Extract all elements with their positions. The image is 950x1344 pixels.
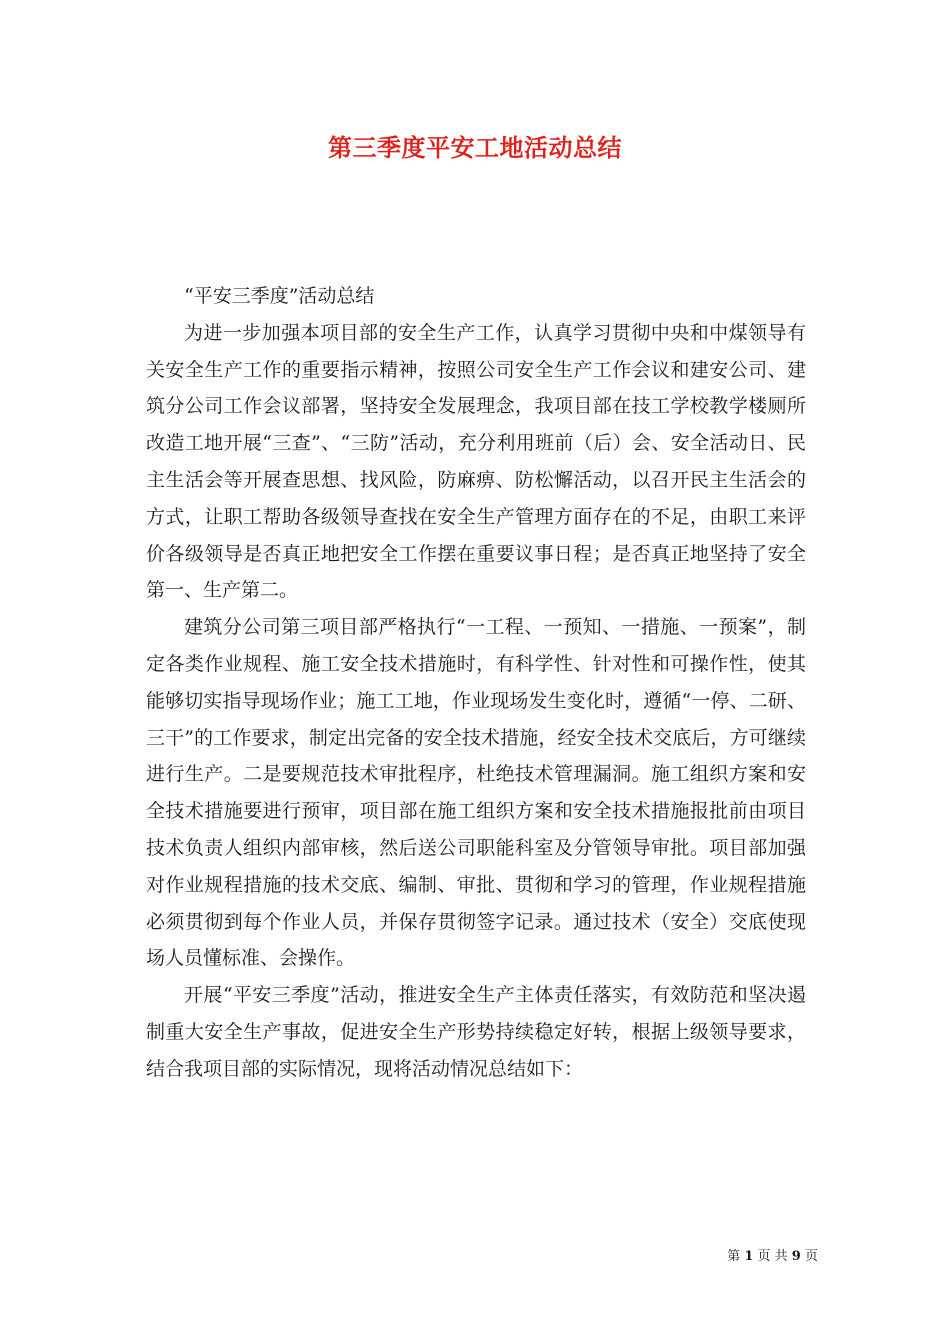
footer-suffix: 页	[804, 1249, 818, 1264]
document-title: 第三季度平安工地活动总结	[328, 133, 622, 162]
document-body	[146, 278, 806, 1088]
paragraph-measures: 建筑分公司第三项目部严格执行“一工程、一预知、一措施、一预案”，制定各类作业规程、施工安全技术措施时，有科学性、针对性和可操作性，使其能够切实指导现场作业；施工工地，作业现场发生变化时，遵循“一停、二研、三干”的工作要求，制定出完备的安全技术措施，经安全技术交底后，方可继续进行生产。二是要规范技术审批程序，杜绝技术管理漏洞。施工组织方案和安全技术措施要进行预审，项目部在施工组织方案和安全技术措施报批前由项目技术负责人组织内部审核，然后送公司职能科室及分管领导审批。项目部加强对作业规程措施的技术交底、编制、审批、贯彻和学习的管理，作业规程措施必须贯彻到每个作业人员，并保存贯彻签字记录。通过技术（安全）交底使现场人员懂标准、会操作。	[146, 616, 806, 970]
paragraph-intro: 为进一步加强本项目部的安全生产工作，认真学习贯彻中央和中煤领导有关安全生产工作的重要指示精神，按照公司安全生产工作会议和建安公司、建筑分公司工作会议部署，坚持安全发展理念，我项目部在技工学校教学楼厕所改造工地开展“三查”、“三防”活动，充分利用班前（后）会、安全活动日、民主生活会等开展查思想、找风险，防麻痹、防松懈活动，以召开民主生活会的方式，让职工帮助各级领导查找在安全生产管理方面存在的不足，由职工来评价各级领导是否真正地把安全工作摆在重要议事日程；是否真正地坚持了安全第一、生产第二。	[146, 321, 806, 602]
footer-middle: 页 共	[757, 1249, 788, 1264]
paragraph-subtitle: “平安三季度”活动总结	[184, 285, 375, 307]
paragraph-summary-lead: 开展“平安三季度”活动，推进安全生产主体责任落实，有效防范和坚决遏制重大安全生产事故，促进安全生产形势持续稳定好转，根据上级领导要求，结合我项目部的实际情况，现将活动情况总结如下：	[146, 984, 806, 1080]
page-total: 9	[791, 1249, 801, 1264]
footer-prefix: 第	[727, 1249, 741, 1264]
page-number: 1	[744, 1249, 754, 1264]
page-footer	[727, 1248, 818, 1266]
